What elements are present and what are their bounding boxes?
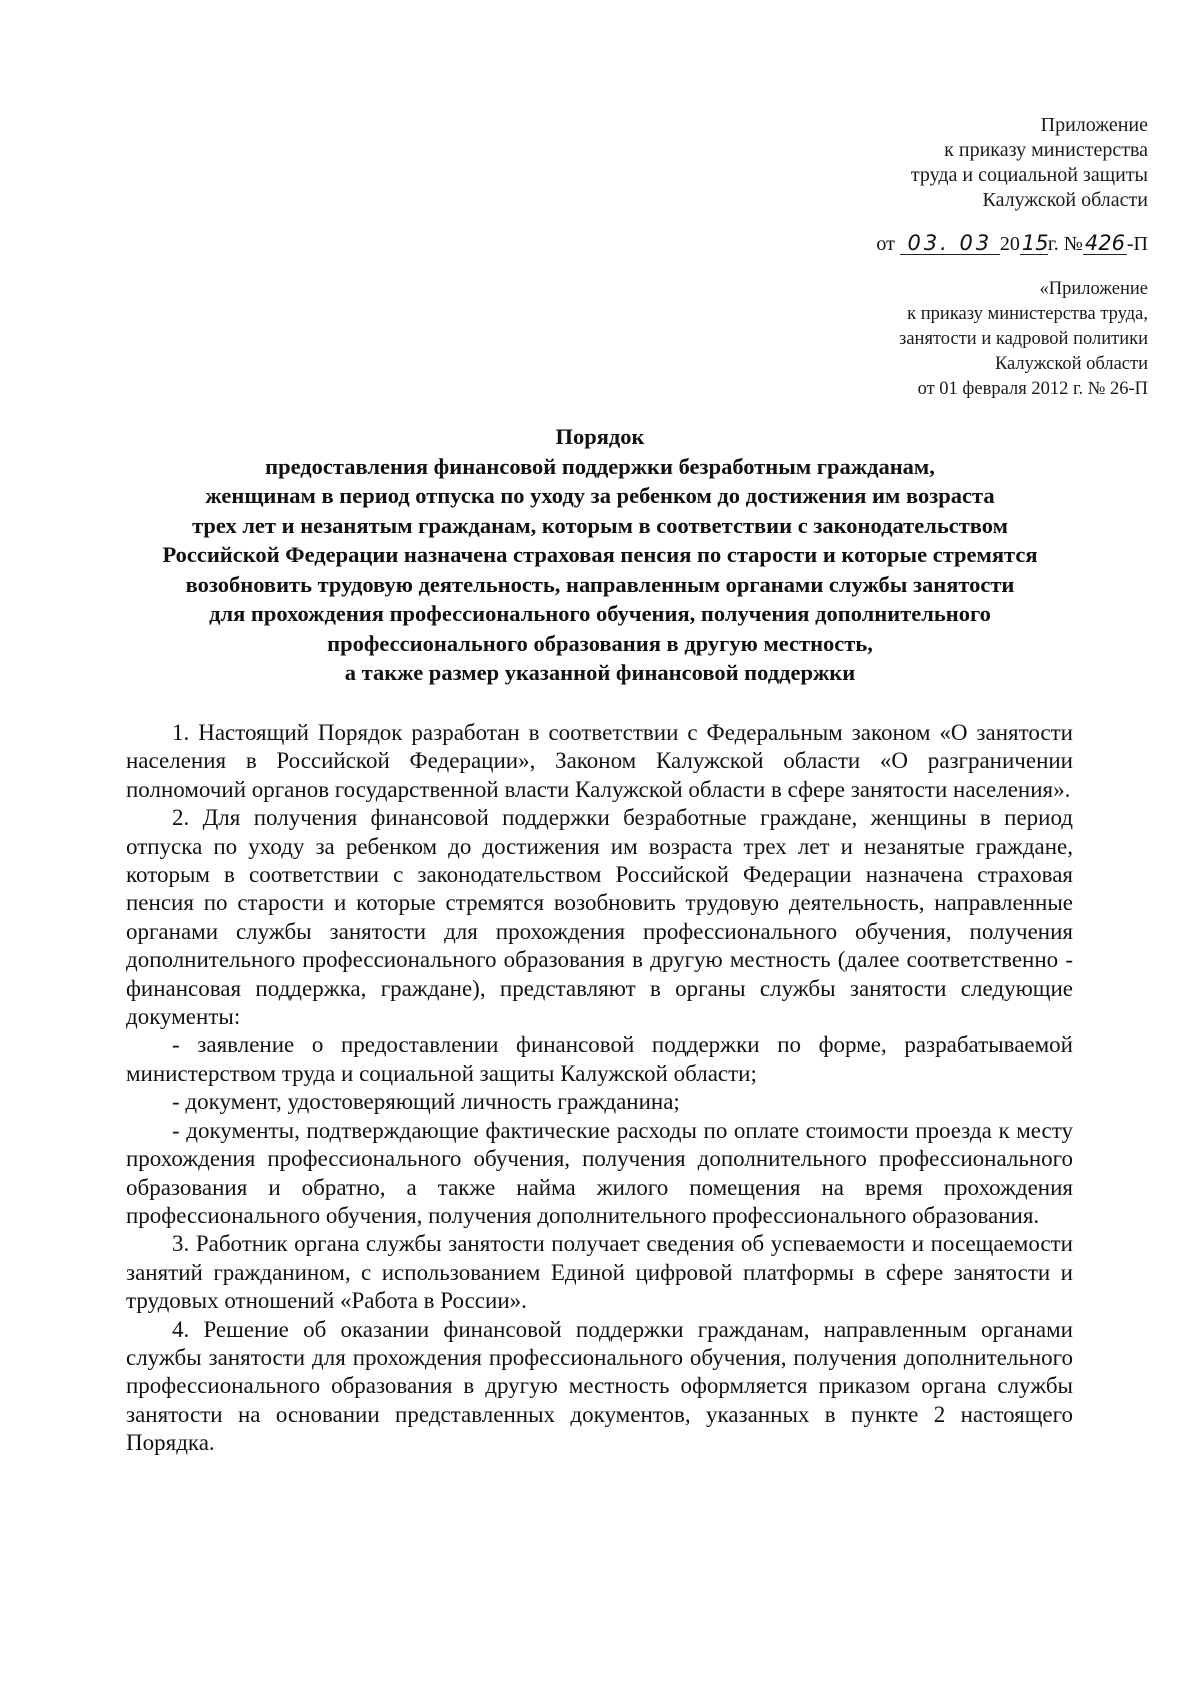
original-appendix-header [728,277,1148,402]
appendix-header [728,113,1148,213]
title-line: Порядок [555,424,645,449]
document-title [110,422,1090,688]
list-item-identity-document: - документ, удостоверяющий личность гражданина; [172,1089,680,1115]
list-item-expense-documents: - документы, подтверждающие фактические расходы по оплате стоимости проезда к месту прохождения профессионального обучения, получения дополнительного профессионального образования и обратно, а также найма жилого помещения на время прохождения профессионального обучения, получения дополнительного профессионального образования. [126,1117,1073,1228]
order-prefix: от [876,233,895,255]
original-appendix-line: к приказу министерства труда, [907,304,1148,324]
handwritten-order-number: 426 [1084,231,1125,255]
original-appendix-line: занятости и кадровой политики [899,329,1148,349]
paragraph-4: 4. Решение об оказании финансовой поддержки гражданам, направленным органами службы занятости для прохождения профессионального обучения, получения дополнительного профессионального образования в другую местность оформляется приказом органа службы занятости на основании представленных документов, указанных в пункте 2 настоящего Порядка. [126,1316,1073,1456]
original-appendix-line: от 01 февраля 2012 г. № 26-П [917,379,1148,399]
paragraph-1: 1. Настоящий Порядок разработан в соответствии с Федеральным законом «О занятости населения в Российской Федерации», Законом Калужской области «О разграничении полномочий органов государственной власти Калужской области в сфере занятости населения». [126,720,1073,802]
title-line: возобновить трудовую деятельность, направленным органами службы занятости [185,571,1015,597]
title-line: для прохождения профессионального обучения, получения дополнительного [209,601,991,626]
handwritten-year: 15 [1021,231,1049,255]
order-year-prefix: 20 [999,233,1020,255]
paragraph-2: 2. Для получения финансовой поддержки безработные граждане, женщины в период отпуска по уходу за ребенком до достижения им возраста трех лет и незанятые граждане, которым в соответствии с законодательством Российской Федерации назначена страховая пенсия по старости и которые стремятся возобновить трудовую деятельность, направленные органами службы занятости для прохождения профессионального обучения, получения дополнительного профессионального образования в другую местность (далее соответственно - финансовая поддержка, граждане), представляют в органы службы занятости следующие документы: [126,805,1073,1030]
document-body [126,719,1073,1458]
handwritten-date: 03. 03 [900,232,1000,255]
title-line: предоставления финансовой поддержки безработным гражданам, [265,453,935,479]
original-appendix-line: Калужской области [994,354,1148,374]
title-line: Российской Федерации назначена страховая пенсия по старости и которые стремятся [162,542,1038,567]
order-reference-line [876,232,1148,257]
paragraph-3: 3. Работник органа службы занятости получает сведения об успеваемости и посещаемости занятий гражданином, с использованием Единой цифровой платформы в сфере занятости и трудовых отношений «Работа в России». [126,1231,1073,1314]
appendix-line: Приложение [1040,114,1148,136]
title-line: а также размер указанной финансовой поддержки [344,660,856,685]
title-line: трех лет и незанятым гражданам, которым в соответствии с законодательством [192,512,1008,538]
order-year-suffix: г. № [1047,233,1083,255]
order-number-suffix: -П [1126,233,1148,255]
title-line: профессионального образования в другую местность, [327,630,873,656]
appendix-line: к приказу министерства [944,139,1148,161]
appendix-line: труда и социальной защиты [910,164,1148,186]
original-appendix-line: «Приложение [1039,279,1148,299]
list-item-application: - заявление о предоставлении финансовой поддержки по форме, разрабатываемой министерством труда и социальной защиты Калужской области; [126,1032,1073,1086]
title-line: женщинам в период отпуска по уходу за ребенком до достижения им возраста [205,483,995,508]
appendix-line: Калужской области [982,189,1148,211]
